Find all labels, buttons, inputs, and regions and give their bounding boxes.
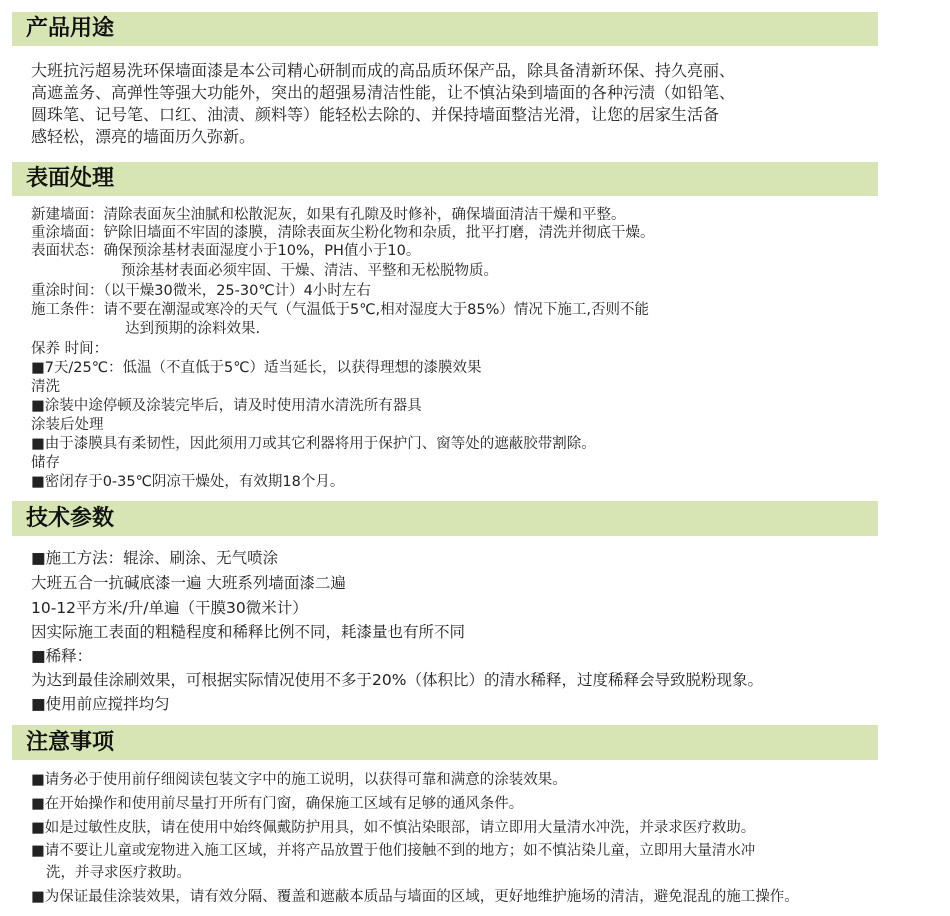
text-line: 因实际施工表面的粗糙程度和稀释比例不同，耗漆量也有所不同 xyxy=(31,623,466,641)
text-line: 10-12平方米/升/单遍（干膜30微米计） xyxy=(31,599,308,617)
section-title-surface-treatment: 表面处理 xyxy=(12,162,878,196)
text-line: 达到预期的涂料效果. xyxy=(125,321,261,337)
text-line: ■涂装中途停顿及涂装完毕后，请及时使用清水清洗所有器具 xyxy=(31,398,422,414)
text-line: ■密闭存于0-35℃阴凉干燥处，有效期18个月。 xyxy=(31,474,345,490)
text-line: 感轻松，漂亮的墙面历久弥新。 xyxy=(31,127,256,146)
text-line: 重涂时间：（以干燥30微米，25-30℃计）4小时左右 xyxy=(31,283,371,299)
text-line: ■请务必于使用前仔细阅读包装文字中的施工说明，以获得可靠和满意的涂装效果。 xyxy=(31,772,567,788)
text-line: ■为保证最佳涂装效果，请有效分隔、覆盖和遮蔽本质品与墙面的区域，更好地维护施场的清洁，避免混乱的施工操作。 xyxy=(31,889,799,905)
section-title-technical-parameters: 技术参数 xyxy=(12,501,878,536)
text-line: 清洗 xyxy=(31,379,60,395)
section-title-product-use: 产品用途 xyxy=(12,12,878,46)
text-line: 为达到最佳涂刷效果，可根据实际情况使用不多于20%（体积比）的清水稀释，过度稀释会导致脱粉现象。 xyxy=(31,671,763,689)
text-line: ■请不要让儿童或宠物进入施工区域，并将产品放置于他们接触不到的地方；如不慎沾染儿童，立即用大量清水冲 xyxy=(31,843,756,859)
text-line: 涂装后处理 xyxy=(31,417,104,433)
text-line: 大班五合一抗碱底漆一遍 大班系列墙面漆二遍 xyxy=(31,574,346,592)
text-line: 表面状态：确保预涂基材表面湿度小于10%，PH值小于10。 xyxy=(31,243,421,259)
text-line: ■施工方法：辊涂、刷涂、无气喷涂 xyxy=(31,549,279,567)
text-line: 储存 xyxy=(31,455,60,471)
section-title-precautions: 注意事项 xyxy=(12,725,878,760)
text-line: 大班抗污超易洗环保墙面漆是本公司精心研制而成的高品质环保产品，除具备清新环保、持久亮丽、 xyxy=(31,61,736,80)
text-line: 重涂墙面：铲除旧墙面不牢固的漆膜，清除表面灰尘粉化物和杂质，批平打磨，清洗并彻底干燥。 xyxy=(31,225,655,241)
text-line: 施工条件：请不要在潮湿或寒冷的天气（气温低于5℃,相对湿度大于85%）情况下施工,否则不能 xyxy=(31,302,649,318)
text-line: ■在开始操作和使用前尽量打开所有门窗，确保施工区域有足够的通风条件。 xyxy=(31,796,524,812)
text-line: 圆珠笔、记号笔、口红、油渍、颜料等）能轻松去除的、并保持墙面整洁光滑，让您的居家生活备 xyxy=(31,105,720,124)
text-line: 预涂基材表面必须牢固、干燥、清洁、平整和无松脱物质。 xyxy=(121,263,498,279)
text-line: ■如是过敏性皮肤，请在使用中始终佩戴防护用具，如不慎沾染眼部，请立即用大量清水冲洗，并录求医疗救助。 xyxy=(31,820,756,836)
text-line: ■由于漆膜具有柔韧性，因此须用刀或其它利器将用于保护门、窗等处的遮蔽胶带割除。 xyxy=(31,436,596,452)
text-line: ■稀释： xyxy=(31,647,93,665)
text-line: 保养 时间： xyxy=(31,341,109,357)
text-line: ■7天/25℃：低温（不直低于5℃）适当延长，以获得理想的漆膜效果 xyxy=(31,360,482,376)
text-line: 洗，并寻求医疗救助。 xyxy=(46,865,191,881)
text-line: 新建墙面：清除表面灰尘油腻和松散泥灰，如果有孔隙及时修补，确保墙面清洁干燥和平整。 xyxy=(31,207,626,223)
text-line: 高遮盖务、高弹性等强大功能外，突出的超强易清洁性能，让不慎沾染到墙面的各种污渍（如铅笔、 xyxy=(31,83,736,102)
text-line: ■使用前应搅拌均匀 xyxy=(31,695,170,713)
